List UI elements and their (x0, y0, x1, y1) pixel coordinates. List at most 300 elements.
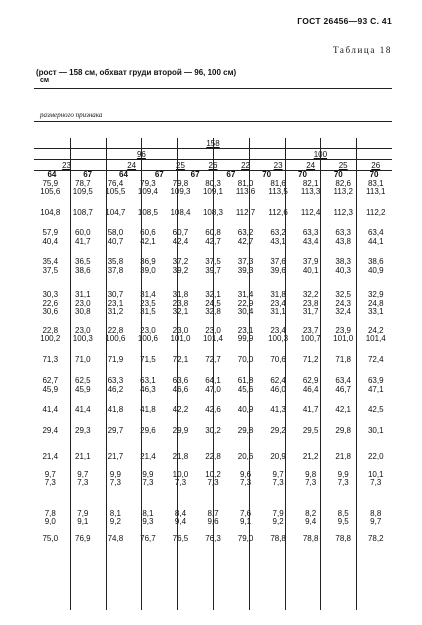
table-column (294, 406, 327, 415)
table-cell: 46,2 (107, 384, 124, 394)
table-cell: 31,1 (75, 290, 91, 299)
table-column (327, 258, 360, 275)
table-cell: 43,1 (270, 236, 286, 246)
table-cell: 39,2 (172, 265, 189, 275)
table-cell: 42,6 (205, 405, 221, 414)
table-cell: 38,6 (75, 265, 91, 275)
table-cell: 30,4 (237, 307, 254, 316)
table-cell: 24,3 (335, 298, 351, 308)
table-column (99, 406, 132, 415)
table-cell: 104,7 (105, 207, 126, 217)
table-cell: 9,3 (142, 517, 154, 526)
table-column (327, 535, 360, 544)
column-head: 64 (47, 170, 57, 179)
table-cell: 43,4 (302, 236, 319, 246)
table-column (67, 453, 100, 462)
table-cell: 60,8 (205, 228, 221, 237)
table-cell: 44,1 (367, 236, 384, 246)
table-cell: 22,9 (237, 298, 254, 308)
table-cell: 63,3 (335, 228, 351, 237)
table-column (164, 356, 197, 365)
table-cell: 31,2 (107, 307, 124, 316)
table-column (229, 209, 262, 218)
table-cell: 109,1 (202, 187, 224, 196)
table-cell: 58,0 (107, 228, 124, 237)
column-divider (285, 138, 286, 610)
table-cell: 9,5 (337, 517, 349, 526)
table-cell: 108,4 (170, 207, 191, 217)
table-cell: 7,3 (44, 478, 56, 487)
table-column (34, 535, 67, 544)
table-column (229, 258, 262, 275)
table-cell: 9,7 (44, 469, 56, 479)
table-cell: 32,2 (302, 290, 319, 299)
column-divider (70, 138, 71, 610)
table-cell: 30,1 (367, 425, 384, 435)
table-cell: 40,7 (107, 236, 124, 246)
table-column (34, 471, 67, 488)
table-cell: 71,3 (42, 354, 59, 364)
table-cell: 7,3 (207, 478, 219, 487)
table-cell: 63,3 (302, 228, 319, 237)
table-column (164, 453, 197, 462)
table-cell: 9,7 (77, 469, 89, 479)
table-column (359, 327, 392, 344)
table-cell: 35,4 (42, 257, 59, 266)
table-cell: 7,3 (109, 478, 121, 487)
table-column (359, 229, 392, 246)
table-column (229, 377, 262, 394)
table-cell: 82,1 (302, 178, 319, 188)
table-title: Таблица 18 (333, 45, 392, 55)
table-column (164, 535, 197, 544)
table-column (262, 180, 295, 197)
table-cell: 100,3 (268, 334, 289, 343)
hip-header: 25 (176, 161, 185, 170)
table-cell: 46,4 (302, 384, 319, 394)
table-column (99, 291, 132, 317)
table-cell: 32,9 (367, 290, 384, 299)
table-cell: 105,5 (105, 187, 126, 196)
table-cell: 7,3 (77, 478, 89, 487)
table-cell: 81,0 (237, 178, 254, 188)
table-cell: 81,6 (270, 178, 286, 188)
table-cell: 23,4 (270, 298, 286, 308)
table-cell: 23,0 (75, 325, 91, 335)
table-column (34, 406, 67, 415)
table-column (99, 535, 132, 544)
table-column (34, 327, 67, 344)
table-cell: 45,9 (75, 384, 91, 394)
table-cell: 72,4 (367, 354, 384, 364)
table-cell: 7,3 (174, 478, 187, 487)
column-divider (213, 138, 214, 610)
table-cell: 23,8 (172, 298, 189, 308)
table-column (132, 471, 165, 488)
table-cell: 113,5 (268, 187, 288, 196)
table-cell: 30,2 (205, 425, 221, 435)
column-head: 64 (119, 170, 128, 179)
table-cell: 7,3 (337, 478, 349, 487)
table-cell: 71,0 (75, 354, 91, 364)
table-column (99, 327, 132, 344)
table-cell: 82,6 (335, 178, 351, 188)
table-cell: 23,8 (302, 298, 319, 308)
table-cell: 22,8 (107, 325, 124, 335)
table-cell: 78,8 (302, 533, 319, 543)
table-column (359, 535, 392, 544)
hip-header: 24 (127, 161, 137, 170)
table-cell: 113,6 (235, 187, 256, 196)
table-column (359, 356, 392, 365)
table-cell: 78,2 (367, 533, 384, 543)
table-cell: 9,4 (174, 517, 187, 526)
table-cell: 20,9 (270, 452, 286, 461)
table-cell: 7,3 (272, 478, 284, 487)
table-column (294, 356, 327, 365)
table-column (359, 209, 392, 218)
table-column (262, 209, 295, 218)
table-column (359, 291, 392, 317)
table-cell: 30,6 (42, 307, 59, 316)
table-cell: 63,3 (107, 376, 124, 385)
table-cell: 31,8 (172, 290, 189, 299)
chest-header-96: 96 (136, 150, 146, 159)
table-cell: 46,7 (335, 384, 351, 394)
table-cell: 62,5 (75, 376, 91, 385)
table-cell: 10,1 (367, 469, 384, 479)
table-column (164, 258, 197, 275)
table-cell: 31,7 (302, 307, 319, 316)
table-column (164, 510, 197, 527)
table-column (34, 180, 67, 197)
table-cell: 7,8 (44, 508, 56, 518)
table-cell: 71,2 (302, 354, 319, 364)
table-column (294, 377, 327, 394)
table-cell: 63,2 (270, 228, 286, 237)
table-cell: 23,0 (140, 325, 156, 335)
table-column (359, 453, 392, 462)
table-cell: 24,8 (367, 298, 384, 308)
table-cell: 112,7 (235, 207, 256, 217)
table-cell: 101,0 (333, 334, 354, 343)
table-cell: 71,9 (107, 354, 124, 364)
table-column (262, 510, 295, 527)
table-column (229, 180, 262, 197)
table-cell: 7,9 (272, 508, 284, 518)
table-column (67, 406, 100, 415)
table-column (67, 356, 100, 365)
table-column (99, 180, 132, 197)
column-divider (320, 138, 321, 610)
table-cell: 37,2 (172, 257, 189, 266)
table-cell: 21,8 (335, 452, 351, 461)
table-cell: 39,3 (237, 265, 254, 275)
table-cell: 76,9 (75, 533, 91, 543)
table-column (164, 229, 197, 246)
table-column (164, 406, 197, 415)
table-column (327, 377, 360, 394)
table-column (34, 453, 67, 462)
table-column (67, 471, 100, 488)
table-cell: 108,5 (137, 207, 158, 217)
table-column (99, 356, 132, 365)
table-cell: 40,3 (335, 265, 351, 275)
table-cell: 9,6 (207, 517, 219, 526)
table-cell: 29,9 (172, 425, 189, 435)
table-column (294, 258, 327, 275)
table-cell: 39,6 (270, 265, 286, 275)
table-cell: 42,7 (205, 236, 221, 246)
table-cell: 45,9 (42, 384, 59, 394)
table-column (294, 327, 327, 344)
table-cell: 21,2 (302, 452, 319, 461)
table-cell: 9,8 (305, 469, 317, 479)
table-cell: 23,0 (205, 325, 221, 335)
table-cell: 62,7 (42, 376, 59, 385)
table-cell: 112,2 (366, 207, 386, 217)
table-column (132, 406, 165, 415)
table-column (294, 427, 327, 436)
table-cell: 41,8 (140, 405, 156, 414)
table-column (359, 471, 392, 488)
table-cell: 42,7 (237, 236, 254, 246)
table-cell: 21,4 (42, 452, 59, 461)
table-cell: 22,0 (367, 452, 384, 461)
table-column (327, 356, 360, 365)
table-cell: 9,4 (305, 517, 317, 526)
column-divider (249, 138, 250, 610)
table-cell: 76,3 (205, 533, 221, 543)
table-cell: 113,1 (366, 187, 386, 196)
table-column (327, 291, 360, 317)
table-cell: 41,4 (75, 405, 91, 414)
table-cell: 23,7 (302, 325, 319, 335)
table-cell: 78,8 (270, 533, 286, 543)
table-column (229, 356, 262, 365)
table-cell: 21,4 (140, 452, 156, 461)
table-cell: 100,3 (72, 334, 93, 343)
table-cell: 41,8 (107, 405, 124, 414)
table-cell: 74,8 (107, 533, 124, 543)
table-column (99, 453, 132, 462)
table-cell: 75,9 (42, 178, 59, 188)
table-cell: 100,6 (105, 334, 126, 343)
table-cell: 79,3 (140, 178, 156, 188)
table-cell: 101,0 (170, 334, 191, 343)
table-cell: 35,8 (107, 257, 124, 266)
table-cell: 7,3 (305, 478, 317, 487)
column-head: 70 (333, 170, 343, 179)
table-cell: 7,6 (239, 508, 252, 518)
table-cell: 32,1 (172, 307, 189, 316)
table-cell: 76,4 (107, 178, 124, 188)
table-cell: 10,0 (172, 469, 189, 479)
table-column (164, 327, 197, 344)
table-column (327, 327, 360, 344)
table-column (67, 229, 100, 246)
measurement-table (34, 138, 392, 543)
table-cell: 43,8 (335, 236, 351, 246)
table-cell: 108,7 (72, 207, 93, 217)
table-cell: 9,6 (239, 469, 252, 479)
column-head: 67 (190, 170, 200, 179)
table-cell: 37,5 (205, 257, 221, 266)
table-cell: 36,5 (75, 257, 91, 266)
table-cell: 105,6 (40, 187, 61, 196)
chest-header-100: 100 (313, 150, 328, 159)
table-cell: 41,4 (42, 405, 59, 414)
table-cell: 57,9 (42, 228, 59, 237)
table-column (262, 471, 295, 488)
table-column (67, 535, 100, 544)
table-column (294, 291, 327, 317)
table-cell: 22,6 (42, 298, 59, 308)
table-cell: 23,9 (335, 325, 351, 335)
table-cell: 78,8 (335, 533, 351, 543)
table-cell: 9,1 (77, 517, 89, 526)
table-column (164, 209, 197, 218)
table-cell: 39,7 (205, 265, 221, 275)
table-cell: 23,4 (270, 325, 286, 335)
table-column (359, 427, 392, 436)
table-column (359, 406, 392, 415)
table-cell: 61,8 (237, 376, 254, 385)
table-cell: 29,8 (237, 425, 254, 435)
table-cell: 109,5 (72, 187, 93, 196)
table-column (132, 510, 165, 527)
table-cell: 24,5 (205, 298, 221, 308)
table-column (132, 327, 165, 344)
table-cell: 75,0 (42, 533, 59, 543)
table-cell: 45,6 (237, 384, 254, 394)
table-cell: 46,6 (172, 384, 189, 394)
hip-header: 25 (338, 161, 348, 170)
table-cell: 10,2 (205, 469, 221, 479)
table-cell: 7,3 (370, 478, 382, 487)
table-column (34, 510, 67, 527)
table-cell: 7,3 (239, 478, 252, 487)
table-column (132, 377, 165, 394)
table-cell: 37,8 (107, 265, 124, 275)
table-cell: 46,0 (270, 384, 286, 394)
table-cell: 29,7 (107, 425, 124, 435)
table-cell: 46,3 (140, 384, 156, 394)
table-cell: 21,1 (75, 452, 91, 461)
table-column (34, 427, 67, 436)
table-cell: 41,7 (75, 236, 91, 246)
table-cell: 72,1 (172, 354, 189, 364)
table-cell: 42,5 (367, 405, 384, 414)
table-cell: 31,8 (270, 290, 286, 299)
table-column (359, 180, 392, 197)
table-column (229, 471, 262, 488)
table-column (294, 209, 327, 218)
table-column (164, 180, 197, 197)
table-cell: 9,9 (337, 469, 349, 479)
table-column (262, 406, 295, 415)
height-header: 158 (206, 139, 220, 148)
table-cell: 23,1 (237, 325, 254, 335)
table-cell: 113,3 (300, 187, 321, 196)
table-column (294, 535, 327, 544)
table-column (359, 377, 392, 394)
table-cell: 42,2 (172, 405, 189, 414)
table-column (34, 258, 67, 275)
table-column (99, 471, 132, 488)
table-cell: 63,6 (172, 376, 189, 385)
table-column (294, 229, 327, 246)
table-cell: 71,8 (335, 354, 351, 364)
table-column (99, 510, 132, 527)
table-cell: 9,2 (272, 517, 284, 526)
table-cell: 47,1 (367, 384, 384, 394)
hip-header: 26 (371, 161, 381, 170)
table-cell: 63,4 (335, 376, 351, 385)
table-column (294, 510, 327, 527)
table-cell: 8,1 (109, 508, 121, 518)
table-column (229, 535, 262, 544)
table-cell: 33,1 (367, 307, 384, 316)
table-cell: 37,5 (42, 265, 59, 275)
column-head: 70 (298, 170, 307, 179)
table-cell: 8,8 (370, 508, 382, 518)
table-cell: 8,4 (174, 508, 187, 518)
table-cell: 40,9 (237, 405, 254, 414)
table-cell: 40,9 (367, 265, 384, 275)
table-cell: 63,2 (237, 228, 254, 237)
table-cell: 8,2 (305, 508, 317, 518)
table-cell: 101,4 (202, 334, 224, 343)
table-cell: 36,9 (140, 257, 156, 266)
table-column (327, 209, 360, 218)
table-column (34, 209, 67, 218)
column-divider (141, 138, 142, 610)
table-column (34, 291, 67, 317)
table-cell: 80,3 (205, 178, 221, 188)
table-cell: 8,7 (207, 508, 219, 518)
table-column (229, 510, 262, 527)
table-cell: 23,1 (107, 298, 124, 308)
table-cell: 29,3 (75, 425, 91, 435)
table-column (132, 229, 165, 246)
table-cell: 9,0 (44, 517, 56, 526)
table-cell: 31,4 (237, 290, 254, 299)
table-cell: 32,8 (205, 307, 221, 316)
table-cell: 63,4 (367, 228, 384, 237)
table-cell: 8,1 (142, 508, 154, 518)
table-column (294, 180, 327, 197)
table-cell: 9,7 (370, 517, 382, 526)
column-head: 67 (226, 170, 236, 179)
table-subtitle: (рост — 158 см, обхват груди второй — 96, 100 см) (36, 68, 237, 77)
table-cell: 23,0 (75, 298, 91, 308)
table-column (327, 180, 360, 197)
table-cell: 37,9 (302, 257, 319, 266)
table-cell: 100,7 (300, 334, 321, 343)
table-cell: 60,0 (75, 228, 91, 237)
table-column (164, 291, 197, 317)
hip-header: 26 (208, 161, 218, 170)
table-column (294, 471, 327, 488)
table-cell: 62,9 (302, 376, 319, 385)
table-column (67, 427, 100, 436)
table-cell: 7,3 (142, 478, 154, 487)
table-cell: 22,8 (42, 325, 59, 335)
table-cell: 22,8 (205, 452, 221, 461)
column-head: 67 (154, 170, 164, 179)
table-cell: 79,0 (237, 533, 254, 543)
